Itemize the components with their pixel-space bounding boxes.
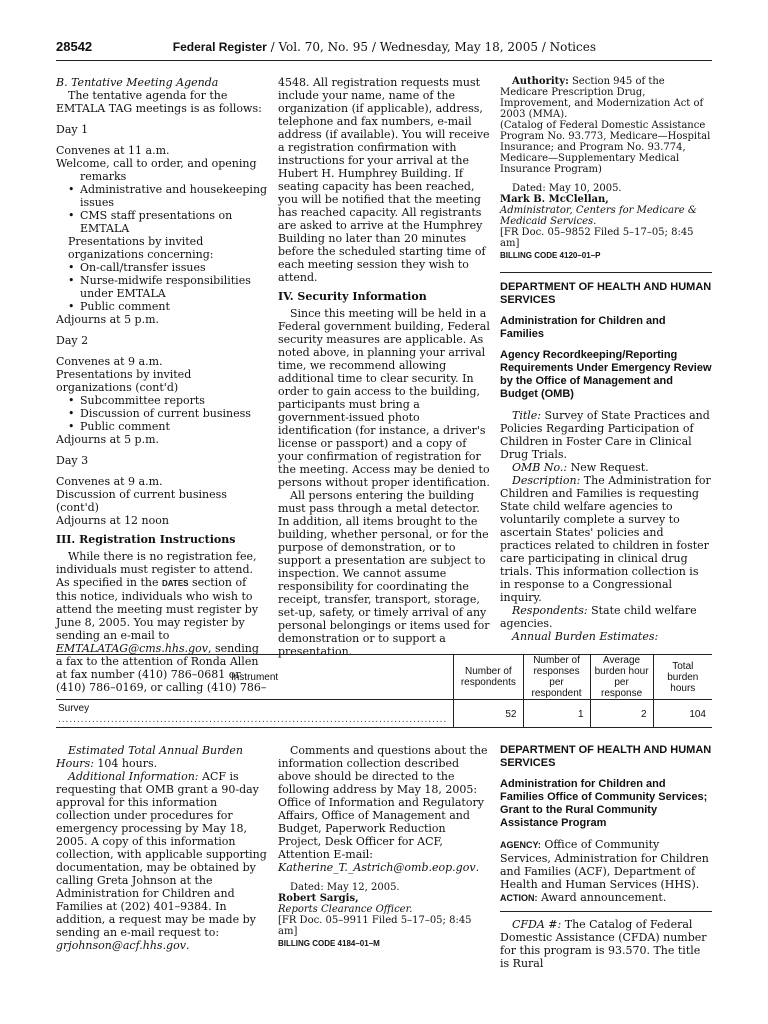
omb-field: OMB No.: New Request. bbox=[512, 461, 649, 474]
burden-table bbox=[56, 654, 712, 728]
day-1-list-b bbox=[56, 261, 268, 313]
authority-note: Authority: Section 945 of the Medicare Prescription Drug, Improvement, and Modernization Act of 2003 (MMA). bbox=[500, 76, 704, 120]
table-header-row bbox=[56, 655, 712, 700]
notice-title: Administration for Children and Families Office of Community Services; Grant to the Rural Community Assistance Program bbox=[500, 778, 708, 829]
action-field: ACTION: Award announcement. bbox=[500, 891, 667, 904]
agency-field: AGENCY: Office of Community Services, Administration for Children and Families (ACF), Department of Health and Human Services (HHS). bbox=[500, 838, 709, 891]
registration-continued: 4548. All registration requests must include your name, name of the organization (if applicable), address, telephone and fax numbers, e-mail address (if available). You will receive a registration confirmation with instructions for your arrival at the Hubert H. Humphrey Building. If seating capacity has been reached, you will be notified that the meeting has reached capacity. All registrants are asked to arrive at the Humphrey Building no later than 20 minutes before the scheduled starting time of each meeting session they wish to attend. bbox=[278, 76, 490, 284]
running-head bbox=[173, 40, 596, 54]
day-2-presentations: Presentations by invited organizations (cont'd) bbox=[56, 368, 192, 394]
list-item: • Discussion of current business bbox=[68, 407, 268, 420]
column-header: Total burden hours bbox=[653, 655, 712, 700]
comments-paragraph: Comments and questions about the information collection described above should be directed to the following address by May 18, 2005: Office of Information and Regulatory Affairs, Office of Management and Budget, Paperwork Reduction Project, Desk Officer for ACF, Attention E-mail: Katherine_T._Astrich@omb.eop.gov. bbox=[278, 744, 488, 874]
column-header: Number of responses per respondent bbox=[523, 655, 590, 700]
column-5 bbox=[278, 744, 490, 950]
day-3-discussion: Discussion of current business (cont'd) bbox=[56, 488, 227, 514]
description-field: Description: The Administration for Children and Families is requesting State child welfare agencies to voluntarily complete a survey to ascertain States' policies and practices related to children in foster care participating in clinical drug trials. This information collection is in response to a Congressional inquiry. bbox=[500, 474, 711, 604]
cfda-field: CFDA #: The Catalog of Federal Domestic Assistance (CFDA) number for this program is 93.570. The title is Rural bbox=[500, 918, 707, 970]
day-2-label: Day 2 bbox=[56, 334, 89, 347]
issue-info: / Vol. 70, No. 95 / Wednesday, May 18, 2005 / Notices bbox=[266, 40, 596, 54]
page-number: 28542 bbox=[56, 39, 93, 54]
day-2-convene: Convenes at 9 a.m. bbox=[56, 355, 163, 368]
dated-line: Dated: May 10, 2005. bbox=[512, 183, 622, 194]
registration-paragraph: While there is no registration fee, individuals must register to attend. As specified in the DATES section of this notice, individuals who wish to attend the meeting must register by June 8, 2005. You may register by sending an e-mail to EMTALATAG@cms.hhs.gov, sending a fax to the attention of Ronda Allen at fax number (410) 786–0681 or (410) 786–0169, or calling (410) 786– bbox=[56, 550, 267, 694]
divider bbox=[500, 272, 712, 273]
column-3 bbox=[500, 76, 712, 643]
day-3-label: Day 3 bbox=[56, 454, 89, 467]
column-6 bbox=[500, 744, 712, 970]
security-paragraph-2: All persons entering the building must pass through a metal detector. In addition, all items brought to the building, whether personal, or for the purpose of demonstration, or to support a presentation are subject to inspection. We cannot assume responsibility for coordinating the receipt, transfer, transport, storage, set-up, safety, or timely arrival of any personal belongings or items used for demonstration or to support a presentation. bbox=[278, 489, 490, 658]
list-item: • On-call/transfer issues bbox=[68, 261, 268, 274]
day-3-convene: Convenes at 9 a.m. bbox=[56, 475, 163, 488]
estimated-burden: Estimated Total Annual Burden Hours: 104 hours. bbox=[56, 744, 244, 770]
day-1-welcome-cont: remarks bbox=[80, 170, 127, 183]
notice-title: Agency Recordkeeping/Reporting Requirements Under Emergency Review by the Office of Management and Budget (OMB) bbox=[500, 349, 712, 400]
list-item: • Public comment bbox=[68, 300, 268, 313]
fr-doc-line: [FR Doc. 05–9852 Filed 5–17–05; 8:45 am] bbox=[500, 227, 694, 249]
dated-line: Dated: May 12, 2005. bbox=[290, 882, 400, 893]
section-3-heading: III. Registration Instructions bbox=[56, 533, 236, 546]
divider bbox=[500, 911, 712, 912]
day-1-label: Day 1 bbox=[56, 123, 89, 136]
page-header bbox=[56, 40, 712, 61]
department-heading: DEPARTMENT OF HEALTH AND HUMAN SERVICES bbox=[500, 744, 712, 769]
billing-code: BILLING CODE 4120–01–P bbox=[500, 251, 601, 260]
title-field: Title: Survey of State Practices and Policies Regarding Participation of Children in Foster Care in Clinical Drug Trials. bbox=[500, 409, 710, 461]
day-1-convene: Convenes at 11 a.m. bbox=[56, 144, 170, 157]
table-cell: 1 bbox=[523, 700, 590, 728]
billing-code: BILLING CODE 4184–01–M bbox=[278, 939, 380, 948]
journal-name: Federal Register bbox=[172, 40, 267, 54]
table-cell: 52 bbox=[454, 700, 523, 728]
signer-name: Mark B. McClellan, bbox=[500, 194, 609, 205]
list-item: • Subcommittee reports bbox=[68, 394, 268, 407]
column-4 bbox=[56, 744, 268, 952]
security-paragraph-1: Since this meeting will be held in a Federal government building, Federal security measures are applicable. As noted above, in planning your arrival time, we recommend allowing additional time to clear security. In order to gain access to the building, participants must bring a government-issued photo identification (for instance, a driver's license or passport) and a copy of your confirmation of registration for the meeting. Access may be denied to persons without proper identification. bbox=[278, 307, 490, 489]
column-header: Average burden hour per response bbox=[590, 655, 653, 700]
day-1-adjourn: Adjourns at 5 p.m. bbox=[56, 313, 160, 326]
table-cell: Survey ....................................................................................................... bbox=[56, 700, 454, 728]
agency-heading: Administration for Children and Families bbox=[500, 315, 666, 340]
signer-title: Administrator, Centers for Medicare & Medicaid Services. bbox=[500, 205, 697, 227]
dates-label: DATES bbox=[161, 579, 189, 588]
day-1-welcome: Welcome, call to order, and opening bbox=[56, 157, 257, 170]
day-3-adjourn: Adjourns at 12 noon bbox=[56, 514, 169, 527]
department-heading: DEPARTMENT OF HEALTH AND HUMAN SERVICES bbox=[500, 281, 712, 306]
list-item: • Public comment bbox=[68, 420, 268, 433]
respondents-field: Respondents: State child welfare agencies. bbox=[500, 604, 697, 630]
omb-email: Katherine_T._Astrich@omb.eop.gov bbox=[278, 861, 476, 874]
agenda-intro: The tentative agenda for the EMTALA TAG meetings is as follows: bbox=[56, 89, 262, 115]
day-2-adjourn: Adjourns at 5 p.m. bbox=[56, 433, 160, 446]
column-1 bbox=[56, 76, 268, 694]
column-header: Instrument bbox=[56, 655, 454, 700]
day-1-list-a bbox=[56, 183, 268, 235]
signer-name: Robert Sargis, bbox=[278, 893, 359, 904]
column-2 bbox=[278, 76, 490, 658]
agenda-heading: B. Tentative Meeting Agenda bbox=[56, 76, 219, 89]
contact-email: grjohnson@acf.hhs.gov bbox=[56, 939, 186, 952]
fr-doc-line: [FR Doc. 05–9911 Filed 5–17–05; 8:45 am] bbox=[278, 915, 472, 937]
section-4-heading: IV. Security Information bbox=[278, 290, 427, 303]
list-item: • Administrative and housekeeping issues bbox=[68, 183, 268, 209]
additional-information: Additional Information: ACF is requesting that OMB grant a 90-day approval for this information collection under procedures for emergency processing by May 18, 2005. A copy of this information collection, with applicable supporting documentation, may be obtained by calling Greta Johnson at the Administration for Children and Families at (202) 401–9384. In addition, a request may be made by sending an e-mail request to: grjohnson@acf.hhs.gov. bbox=[56, 770, 267, 952]
table-cell: 104 bbox=[653, 700, 712, 728]
list-item: • Nurse-midwife responsibilities under EMTALA bbox=[68, 274, 268, 300]
day-2-list bbox=[56, 394, 268, 433]
list-item: • CMS staff presentations on EMTALA bbox=[68, 209, 268, 235]
column-header: Number of respondents bbox=[454, 655, 523, 700]
registration-email: EMTALATAG@cms.hhs.gov bbox=[56, 642, 209, 655]
day-1-presentations: Presentations by invited organizations concerning: bbox=[68, 235, 214, 261]
table-cell: 2 bbox=[590, 700, 653, 728]
table-row bbox=[56, 700, 712, 728]
signer-title: Reports Clearance Officer. bbox=[278, 904, 413, 915]
annual-burden-label: Annual Burden Estimates: bbox=[512, 630, 659, 643]
catalog-note: (Catalog of Federal Domestic Assistance Program No. 93.773, Medicare—Hospital Insurance; and Program No. 93.774, Medicare—Supplementary Medical Insurance Program) bbox=[500, 120, 711, 175]
